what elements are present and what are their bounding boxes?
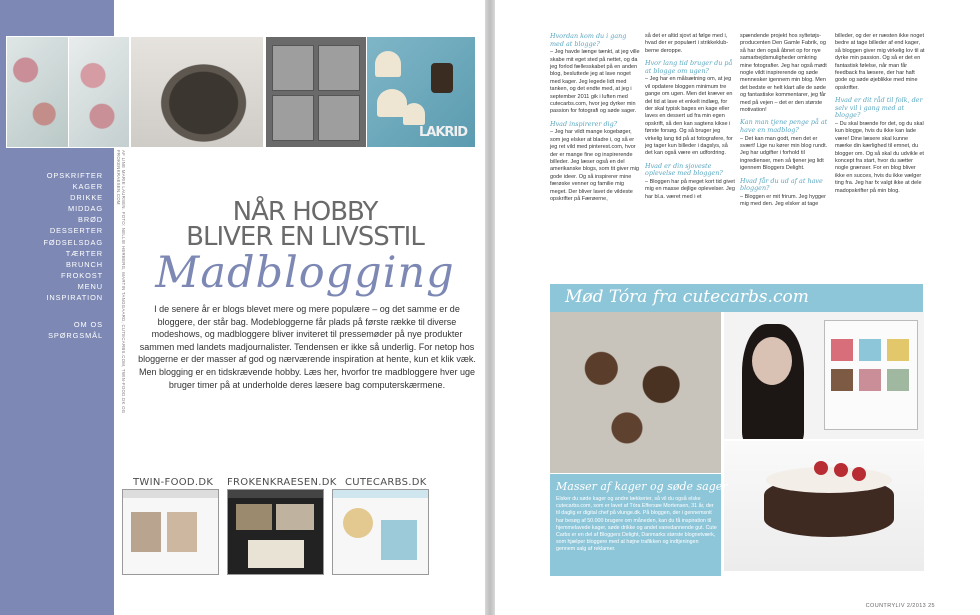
nav-item[interactable]: KAGER — [72, 182, 103, 192]
nav-item[interactable]: BRUNCH — [65, 259, 103, 269]
interview-column — [550, 33, 640, 209]
question: Hvad er dit råd til folk, der selv vil i gang med at blogge? — [835, 96, 923, 120]
nav-item[interactable]: MENU — [77, 281, 103, 291]
photo-tarts — [68, 36, 130, 148]
answer: spændende projekt hos syltetøjs-producenten Den Gamle Fabrik, og så har den også åbnet op for nye samarbejdsmuligheder omkring mine fotografier. Jeg har også mødt nogle vildt inspirerende og søde mennesker igennem min blog. Men det bedste er helt klart alle de søde og fantastiske kommentarer, jeg får med på vejen – det er den største motivation! — [740, 33, 827, 114]
nav-item[interactable]: BRØD — [78, 215, 103, 225]
info-box-title: Masser af kager og søde sager — [556, 480, 728, 493]
site-label: CUTECARBS.DK — [345, 477, 427, 488]
site-label: TWIN-FOOD.DK — [133, 477, 214, 488]
answer: – Jeg har en målsætning om, at jeg vil opdatere bloggen minimum tre gange om ugen. Men det kræver en del tid at lave et enkelt indlæg, for der skal typisk bages en kage eller laves en dessert ud fra min egen opskrift, så den kan sagtens kikse i første forsøg. Og så bruger jeg virkelig lang tid på at fotografere, for jeg tager kun billeder i dagslys, så det kan også være en udfordring. — [645, 76, 733, 157]
nav-item[interactable]: SPØRGSMÅL — [48, 331, 103, 341]
nav-item[interactable]: OPSKRIFTER — [46, 171, 103, 180]
photo-pastries — [6, 36, 70, 148]
info-box-text: Elsker du søde kager og andre lækkerier, så vil du også elske cutecarbs.com, som er lavet af Tóra Effersøe Mortensen, 31 år, der til daglig er digital chef på vlunge.dk. På bloggen, der i gennemsnit har besøg af 50.000 brugere om måneden, kan du få inspiration til hjemmelavede kager, søde drikke og andet vanedannende gut. Cute Carbs er en del af Bloggers Delight, Danmarks største blognetværk, som hjælper bloggere med at højne trafikken og indtjeningen gennem salg af reklamer. — [556, 496, 717, 553]
kicker-line: NÅR HOBBY — [232, 197, 378, 227]
intro-text: I de senere år er blogs blevet mere og mere populære – og det samme er de bloggere, der står bag. Modebloggerne får plads på første række til diverse modeshows, og madbloggere bliver inviteret til pressemøder på nye produkter sammen med landets madjournalister. Tendensen er ikke så underlig. For netop hos bloggerne er der masser af god og nærværende inspiration at hente, kun et klik væk. Men blogging er en tidskrævende hobby. Læs her, hvorfor tre madbloggere hver uge bruger timer på at underholde deres læsere bag computerskærmene. — [138, 304, 476, 390]
interview-column — [740, 33, 830, 214]
site-screenshot — [227, 489, 324, 575]
nav-item[interactable]: DESSERTER — [49, 226, 103, 236]
answer: – Det kan man godt, men det er svært! Lige nu kører min blog rundt. Jeg har udgifter i forhold til ingredienser, men så tjener jeg lidt igennem Bloggers Delight. — [740, 135, 828, 172]
interview-column — [645, 33, 735, 206]
interview-column — [835, 33, 925, 200]
question: Kan man tjene penge på at have en madblog? — [740, 118, 828, 135]
blog-screenshot — [824, 320, 918, 430]
category-nav — [43, 170, 103, 341]
question: Hvor lang tid bruger du på at blogge om ugen? — [645, 59, 733, 75]
photo-portrait — [724, 312, 924, 439]
right-page — [495, 0, 980, 615]
answer: – Jeg havde længe tænkt, at jeg ville skabe mit eget sted på nettet, og da jeg forlod fællesskabet på en anden blog, besluttede jeg at lave noget med kager. Jeg legede lidt med tanken, og det endte med, at jeg i september 2011 gik i luften med cutecarbs.com, hvor jeg dyrker min passion for fotografi og søde sager. — [550, 49, 640, 115]
photo-meringues — [366, 36, 476, 148]
page-folio: COUNTRYLIV 2/2013 25 — [865, 603, 935, 609]
site-screenshot — [332, 489, 429, 575]
section-title: Mød Tóra fra cutecarbs.com — [565, 287, 809, 307]
question: Hvordan kom du i gang med at blogge? — [550, 32, 627, 48]
headline: Madblogging — [155, 248, 455, 298]
answer: – Jeg har vildt mange kogebøger, som jeg elsker at bladre i, og så er jeg ret vild med pinterest.com, hvor der er mange fine og inspirerende billeder. Jeg læser også en del amerikanske blogs, som tit giver mig gode ideer. Og så inspirerer mine færøske venner og familie mig meget. Der bliver lavet de vildeste opskrifter på Færøerne, — [550, 129, 639, 203]
photo-credit: AF LINE MARIE LAURSEN. FOTO: NELLIE HERBERG, MARTIN TANGGAARD, CUTECARBS.COM, TWIN-FOOD.DK OG FROKENKRAESEN.COM — [116, 150, 126, 414]
kicker-line: BLIVER EN LIVSSTIL — [186, 222, 424, 252]
site-screenshot — [122, 489, 219, 575]
photo-cake — [724, 441, 924, 571]
nav-item[interactable]: DRIKKE — [70, 193, 103, 203]
nav-item[interactable]: FØDSELSDAG — [43, 237, 103, 247]
answer: – Bloggen er mit frirum. Jeg hygger mig med den. Jeg elsker at tage — [740, 193, 826, 208]
nav-item[interactable]: INSPIRATION — [46, 293, 103, 303]
answer: billeder, og der er næsten ikke noget bedre at tage billeder af end kager, så bloggen giver mig virkelig lov til at dyrke min passion. Og så er det en fantastisk følelse, når man får feedback fra læsere, der har haft gode og søde øjeblikke med mine opskrifter. — [835, 33, 925, 91]
nav-item[interactable]: TÆRTER — [65, 248, 103, 258]
jar-icon — [431, 63, 453, 93]
gutter — [485, 0, 495, 615]
question: Hvad inspirerer dig? — [550, 119, 618, 128]
answer: så det er altid sjovt at følge med i, hvad der er populært i strikkeklub-berne deroppe. — [645, 33, 729, 54]
answer: – Du skal brænde for det, og du skal kun blogge, hvis du ikke kan lade være! Dine læsere skal kunne mærke din kærlighed til emnet, du blogger om. Og så skal du udvikle et koncept fra start, hvor du sætter nogle grænser. For en blog bliver ikke en succes, hvis du ikke vælger ting fra. Jeg har fx valgt ikke at dele madopskrifter på min blog. — [835, 121, 924, 194]
photo-cookies — [550, 312, 721, 473]
answer: – Bloggen har på meget kort tid givet mig en masse dejlige oplevelser. Jeg har bl.a. været med i et — [645, 179, 735, 200]
photo-label: LAKRID — [419, 125, 468, 140]
nav-item[interactable]: FROKOST — [60, 270, 103, 280]
kicker — [135, 197, 475, 252]
question: Hvad får du ud af at have bloggen? — [740, 176, 823, 193]
site-label: FROKENKRAESEN.DK — [227, 477, 337, 488]
left-page — [0, 0, 485, 615]
photo-cookie-stack — [130, 36, 264, 148]
question: Hvad er din sjoveste oplevelse med bloggen? — [645, 161, 723, 178]
nav-item[interactable]: OM OS — [73, 320, 103, 330]
nav-item[interactable]: MIDDAG — [68, 204, 103, 214]
photo-shelf — [265, 36, 367, 148]
